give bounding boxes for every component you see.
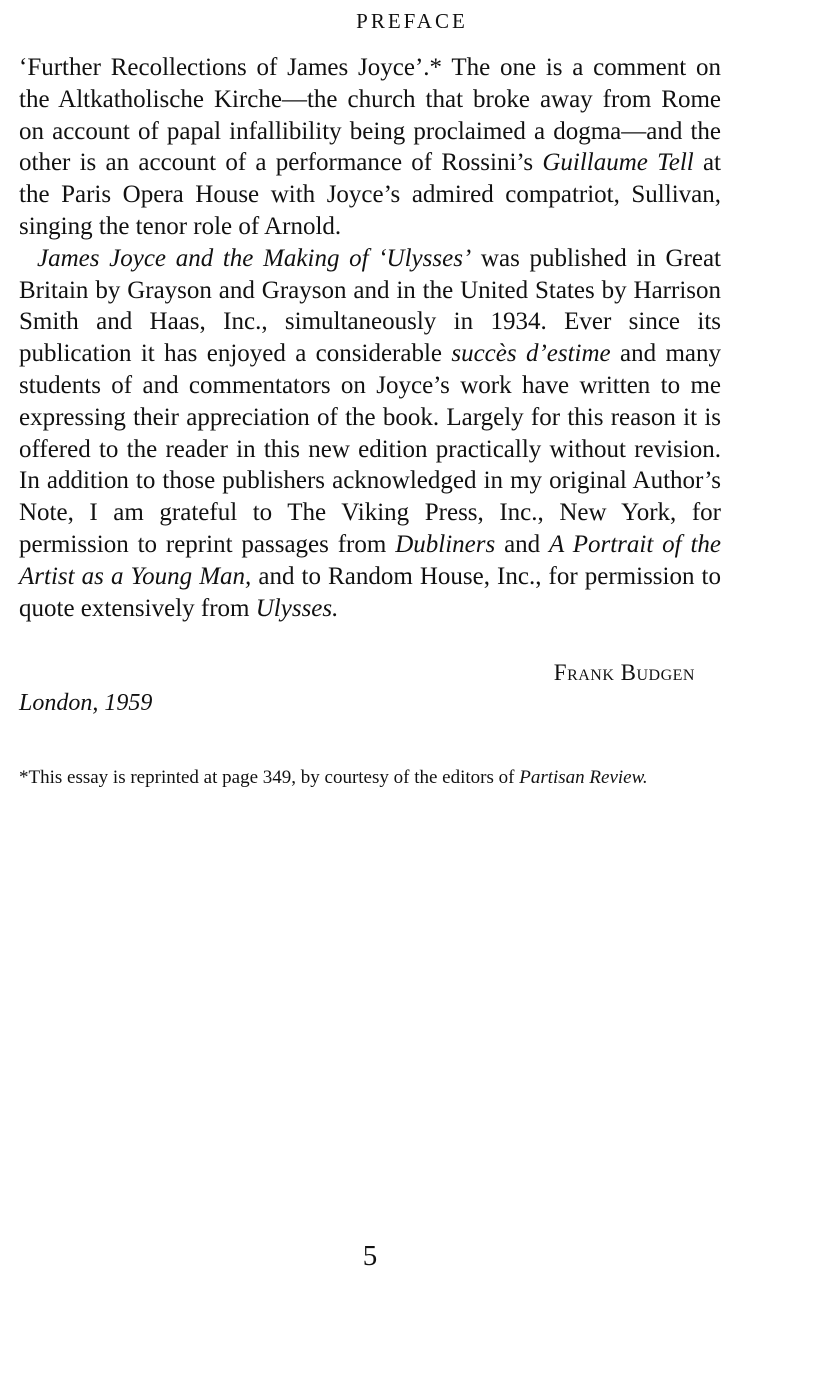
journal-title: Partisan Review. <box>519 767 648 788</box>
footnote <box>19 766 723 789</box>
dubliners-title: Dubliners <box>395 530 496 558</box>
author-signature: Frank Budgen <box>553 660 695 685</box>
portrait-title: A Portrait of the Artist as a Young Man, <box>19 530 721 590</box>
paragraph-2-text-c: and <box>495 530 550 558</box>
paragraph-2 <box>19 243 721 625</box>
page-number: 5 <box>362 1240 378 1272</box>
paragraph-2-text-a: was published in Great Britain by Grayson and Grayson and in the United States by Harrison Smith and Haas, Inc., simultaneously in 1934. Ever since its publication it has enjoyed a considerable <box>19 244 722 368</box>
footnote-text: *This essay is reprinted at page 349, by courtesy of the editors of <box>19 767 520 788</box>
paragraph-1-text-b: at the Paris Opera House with Joyce’s admired compatriot, Sullivan, singing the tenor role of Arnold. <box>19 149 722 240</box>
book-title: James Joyce and the Making of ‘Ulysses’ <box>37 244 472 272</box>
place-date: London, 1959 <box>19 690 153 716</box>
paragraph-2-text-b: and many students of and commentators on Joyce’s work have written to me expressing their appreciation of the book. Largely for this reason it is offered to the reader in this new edition practically without revision. In addition to those publishers acknowledged in my original Author’s Note, I am grateful to The Viking Press, Inc., New York, for permission to reprint passages from <box>19 340 721 558</box>
running-header: PREFACE <box>356 9 468 33</box>
ulysses-title: Ulysses. <box>255 594 339 622</box>
paragraph-2-text-d: and to Random House, Inc., for permission to quote extensively from <box>19 562 721 622</box>
body-text <box>19 52 721 624</box>
paragraph-1 <box>19 52 721 243</box>
opera-title: Guillaume Tell <box>542 149 694 177</box>
succes-phrase: succès d’estime <box>451 340 611 368</box>
paragraph-1-text-a: ‘Further Recollections of James Joyce’.* The one is a comment on the Altkatholische Kirche—the church that broke away from Rome on account of papal infallibility being proclaimed a dogma—and the other is an account of a performance of Rossini’s <box>19 54 721 177</box>
